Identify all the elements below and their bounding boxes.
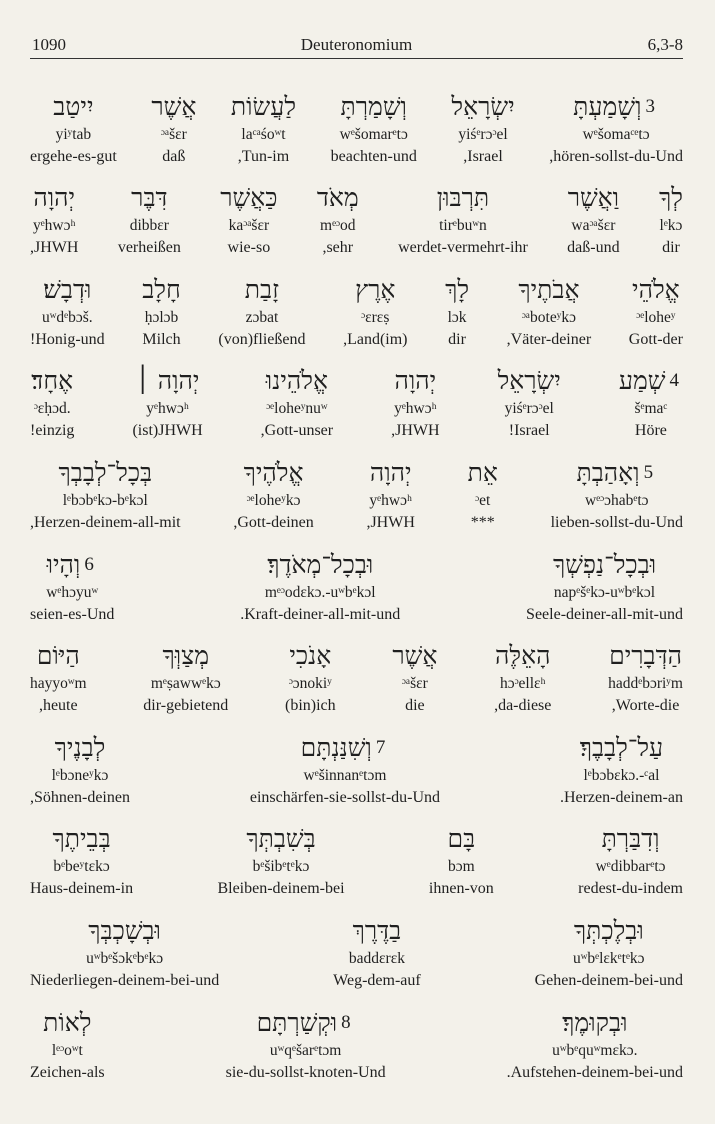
german-gloss: redest-du-indem xyxy=(578,880,683,898)
german-gloss: ,da-diese xyxy=(494,697,552,715)
hebrew-word: בַדֶּרֶךְ xyxy=(352,915,402,945)
word-unit xyxy=(30,547,114,626)
hebrew-word: אֶחָד׃ xyxy=(31,366,74,396)
german-gloss: ,JHWH xyxy=(366,513,415,531)
transliteration: uʷbᵉlɛkᵉtᵉkɔ xyxy=(573,949,645,967)
transliteration: ᵓᵉloheʸkɔ xyxy=(246,491,301,509)
transliteration: waᵓᵃšɛr xyxy=(571,217,616,235)
hebrew-word: אֱלֹהֶיךָ xyxy=(243,457,304,487)
word-unit xyxy=(285,638,336,717)
word-unit xyxy=(468,455,498,534)
hebrew-word: בָּם xyxy=(447,824,476,854)
interlinear-line xyxy=(30,809,683,901)
word-unit xyxy=(629,272,683,351)
german-gloss: verheißen xyxy=(117,239,181,257)
hebrew-word: דִּבֶּר xyxy=(131,183,168,213)
hebrew-word: לְךָ xyxy=(658,183,683,213)
word-unit xyxy=(218,272,305,351)
hebrew-word: בְּשִׁבְתְּךָ xyxy=(246,824,316,854)
hebrew-word: וּבְלֶכְתְּךָ xyxy=(573,915,644,945)
hebrew-word: אֲבֹתֶיךָ xyxy=(518,274,580,304)
german-gloss: Höre xyxy=(634,422,667,440)
interlinear-line xyxy=(30,351,683,443)
word-unit xyxy=(578,821,683,900)
german-gloss: sie-du-sollst-knoten-Und xyxy=(225,1063,386,1081)
word-unit xyxy=(451,89,514,168)
word-unit xyxy=(30,821,133,900)
hebrew-word: לְאוֹת xyxy=(43,1007,92,1037)
word-unit xyxy=(30,180,78,259)
german-gloss: Niederliegen-deinem-bei-und xyxy=(30,971,220,989)
transliteration: uʷdᵉbɔš. xyxy=(42,308,93,326)
word-unit xyxy=(331,89,417,168)
word-unit xyxy=(30,638,87,717)
hebrew-word: וַאֲשֶׁר xyxy=(567,183,620,213)
verse-number: 3 xyxy=(645,95,655,117)
page-header xyxy=(30,0,683,58)
word-unit xyxy=(391,363,439,442)
word-unit xyxy=(507,1005,683,1084)
interlinear-line xyxy=(30,717,683,809)
interlinear-text xyxy=(30,76,683,1084)
transliteration: ᵓᵃšɛr xyxy=(401,675,428,693)
word-unit xyxy=(608,638,683,717)
hebrew-word: לָךְ xyxy=(445,274,470,304)
hebrew-word: יְהוָה ׀ xyxy=(135,366,200,396)
word-unit xyxy=(226,1005,386,1084)
german-gloss: ,JHWH xyxy=(391,422,440,440)
transliteration: napᵉšᵉkɔ-uʷbᵉkɔl xyxy=(553,583,656,601)
hebrew-word: הַיּוֹם xyxy=(36,641,80,671)
transliteration: ᵓᵉloheʸnuʷ xyxy=(266,400,328,418)
hebrew-word: אֱלֹהֵי xyxy=(632,274,680,304)
word-unit xyxy=(333,913,421,992)
transliteration: mᵉᵓod xyxy=(320,217,356,235)
word-unit xyxy=(143,638,228,717)
transliteration: lᵉbɔbᵉkɔ-bᵉkɔl xyxy=(62,491,148,509)
hebrew-word: אֲשֶׁר xyxy=(151,91,197,121)
hebrew-word: וּקְשַׁרְתָּם xyxy=(256,1007,338,1037)
header-rule xyxy=(30,58,683,59)
transliteration: wᵉšinnanᵉtɔm xyxy=(303,766,387,784)
transliteration: kaᵓᵃšɛr xyxy=(228,217,270,235)
german-gloss: (bin)ich xyxy=(285,697,336,715)
transliteration: bɔm xyxy=(447,858,475,876)
word-unit xyxy=(250,730,440,809)
transliteration: uʷbᵉquʷmɛkɔ. xyxy=(552,1041,638,1059)
german-gloss: dir xyxy=(662,239,680,257)
german-gloss: Haus-deinem-in xyxy=(30,880,134,898)
transliteration: šᵉmaᶜ xyxy=(634,400,668,418)
word-unit xyxy=(445,272,469,351)
hebrew-word: וּבְכָל־מְאֹדֶךָ׃ xyxy=(267,549,374,579)
transliteration: ᵓɔnokiʸ xyxy=(288,675,332,693)
german-gloss: dir xyxy=(448,330,466,348)
german-gloss: !Israel xyxy=(508,422,550,440)
transliteration: wᵉšomarᵉtɔ xyxy=(339,125,408,143)
chapter-verse-reference: 6,3-8 xyxy=(647,35,683,54)
hebrew-word: עַל־לְבָבֶךָ׃ xyxy=(579,732,664,762)
german-gloss: Zeichen-als xyxy=(30,1063,105,1081)
german-gloss: .Herzen-deinem-an xyxy=(559,788,683,806)
german-gloss: einschärfen-sie-sollst-du-Und xyxy=(249,788,441,806)
word-unit xyxy=(317,180,359,259)
hebrew-word: הָאֵלֶּה xyxy=(495,641,551,671)
hebrew-word: בְּכָל־לְבָבְךָ xyxy=(58,457,153,487)
german-gloss: wie-so xyxy=(227,239,271,257)
word-unit xyxy=(233,455,313,534)
interlinear-line xyxy=(30,442,683,534)
transliteration: wᵉdibbarᵉtɔ xyxy=(595,858,666,876)
german-gloss: (von)fließend xyxy=(218,330,306,348)
word-unit xyxy=(507,272,592,351)
hebrew-word: וְשִׁנַּנְתָּם xyxy=(300,732,372,762)
transliteration: baddɛrɛk xyxy=(348,949,405,967)
transliteration: uʷqᵉšarᵉtɔm xyxy=(269,1041,342,1059)
hebrew-word: אֱלֹהֵינוּ xyxy=(265,366,328,396)
transliteration: mᵉṣawwᵉkɔ xyxy=(150,675,221,693)
german-gloss: Gehen-deinem-bei-und xyxy=(534,971,683,989)
verse-number: 7 xyxy=(375,736,386,758)
word-unit xyxy=(132,363,202,442)
hebrew-word: יְהוָה xyxy=(369,457,412,487)
german-gloss: Gott-der xyxy=(628,330,683,348)
interlinear-line xyxy=(30,168,683,260)
transliteration: ᵓᵃšɛr xyxy=(160,125,187,143)
hebrew-word: לַעֲשׂוֹת xyxy=(230,91,297,121)
transliteration: wᵉᵓɔhabᵉtɔ xyxy=(585,491,649,509)
verse-number: 6 xyxy=(84,553,94,575)
word-unit xyxy=(549,89,683,168)
transliteration: laᶜᵃśoʷt xyxy=(241,125,286,143)
hebrew-word: יִיטַב xyxy=(53,91,94,121)
interlinear-line xyxy=(30,259,683,351)
hebrew-word: וְאָהַבְתָּ xyxy=(576,457,640,487)
hebrew-word: וּבְכָל־נַפְשְׁךָ xyxy=(552,549,657,579)
german-gloss: ,Väter-deiner xyxy=(506,330,592,348)
german-gloss: ,Herzen-deinem-all-mit xyxy=(30,513,181,531)
transliteration: uʷbᵉšɔkᵉbᵉkɔ xyxy=(86,949,164,967)
word-unit xyxy=(30,455,181,534)
german-gloss: ,Gott-deinen xyxy=(233,513,314,531)
transliteration: lᵉkɔ xyxy=(659,217,683,235)
transliteration: ḥɔlɔb xyxy=(144,308,179,326)
word-unit xyxy=(619,363,683,442)
transliteration: mᵉᵓodɛkɔ.-uʷbᵉkɔl xyxy=(264,583,376,601)
hebrew-word: אֲשֶׁר xyxy=(392,641,438,671)
transliteration: lᵉbɔbɛkɔ.-ᶜal xyxy=(583,766,660,784)
word-unit xyxy=(429,821,494,900)
transliteration: wᵉhɔyuʷ xyxy=(46,583,99,601)
transliteration: ᵓᵃboteʸkɔ xyxy=(521,308,576,326)
german-gloss: ,JHWH xyxy=(30,239,79,257)
transliteration: tirᵉbuʷn xyxy=(439,217,487,235)
transliteration: yᵉhwɔʰ xyxy=(369,491,412,509)
german-gloss: Milch xyxy=(142,330,181,348)
transliteration: yiśᵉrɔᵓel xyxy=(504,400,554,418)
word-unit xyxy=(30,1005,105,1084)
transliteration: lᵉbɔneʸkɔ xyxy=(51,766,109,784)
hebrew-word: אֵת xyxy=(467,457,498,487)
word-unit xyxy=(494,638,551,717)
german-gloss: ,heute xyxy=(38,697,78,715)
transliteration: yiʸtab xyxy=(55,125,92,143)
interlinear-line xyxy=(30,626,683,718)
hebrew-word: יִשְׂרָאֵל xyxy=(451,91,515,121)
transliteration: hɔᵓellɛʰ xyxy=(499,675,546,693)
verse-number: 4 xyxy=(669,370,679,392)
german-gloss: daß xyxy=(162,147,186,165)
hebrew-word: יְהוָה xyxy=(394,366,437,396)
hebrew-word: וְשָׁמַעְתָּ xyxy=(573,91,642,121)
hebrew-word: תִּרְבּוּן xyxy=(436,183,490,213)
hebrew-word: יִשְׂרָאֵל xyxy=(497,366,561,396)
hebrew-word: כַּאֲשֶׁר xyxy=(220,183,278,213)
transliteration: bᵉbeʸtɛkɔ xyxy=(53,858,110,876)
hebrew-word: וְשָׁמַרְתָּ xyxy=(340,91,407,121)
german-gloss: ,Gott-unser xyxy=(260,422,334,440)
hebrew-word: בְּבֵיתֶךָ xyxy=(52,824,111,854)
word-unit xyxy=(118,180,181,259)
interlinear-line xyxy=(30,900,683,992)
hebrew-word: וּבְקוּמֶךָ׃ xyxy=(562,1007,628,1037)
hebrew-word: שְׁמַע xyxy=(618,366,666,396)
word-unit xyxy=(659,180,683,259)
german-gloss: daß-und xyxy=(567,239,620,257)
verse-number: 8 xyxy=(341,1011,351,1033)
hebrew-word: יְהוָה xyxy=(33,183,76,213)
page-number: 1090 xyxy=(32,35,66,54)
transliteration: bᵉšibᵉtᵉkɔ xyxy=(252,858,310,876)
word-unit xyxy=(526,547,683,626)
word-unit xyxy=(30,89,117,168)
word-unit xyxy=(151,89,196,168)
verse-number: 5 xyxy=(643,461,654,483)
hebrew-word: אָנֹכִי xyxy=(289,641,332,671)
hebrew-word: וְדִבַּרְתָּ xyxy=(601,824,660,854)
german-gloss: werdet-vermehrt-ihr xyxy=(398,239,528,257)
word-unit xyxy=(366,455,414,534)
hebrew-word: לְבָנֶיךָ xyxy=(54,732,106,762)
interlinear-line xyxy=(30,76,683,168)
german-gloss: .Kraft-deiner-all-mit-und xyxy=(240,605,401,623)
word-unit xyxy=(535,913,683,992)
hebrew-word: מְצַוְּךָ xyxy=(162,641,210,671)
transliteration: zɔbat xyxy=(245,308,279,326)
german-gloss: Weg-dem-auf xyxy=(333,971,421,989)
german-gloss: !Honig-und xyxy=(30,330,105,348)
german-gloss: ergehe-es-gut xyxy=(30,147,117,165)
german-gloss: ,Tun-im xyxy=(237,147,290,165)
german-gloss: ,Söhnen-deinen xyxy=(30,788,130,806)
hebrew-word: וְהָיוּ xyxy=(46,549,81,579)
hebrew-word: חָלָב xyxy=(142,274,181,304)
word-unit xyxy=(30,730,130,809)
transliteration: wᵉšomaᶜᵉtɔ xyxy=(582,125,650,143)
german-gloss: .Aufstehen-deinem-bei-und xyxy=(506,1063,683,1081)
interlinear-line xyxy=(30,992,683,1084)
transliteration: hayyoʷm xyxy=(30,675,87,693)
word-unit xyxy=(343,272,407,351)
german-gloss: ,Worte-die xyxy=(611,697,680,715)
book-title: Deuteronomium xyxy=(300,35,413,54)
hebrew-word: וּדְבָשׁ׃ xyxy=(43,274,92,304)
word-unit xyxy=(217,821,344,900)
german-gloss: ,Israel xyxy=(463,147,503,165)
word-unit xyxy=(392,638,437,717)
hebrew-word: אֶרֶץ xyxy=(355,274,396,304)
german-gloss: die xyxy=(405,697,425,715)
hebrew-word: הַדְּבָרִים xyxy=(609,641,682,671)
transliteration: yᵉhwɔʰ xyxy=(146,400,189,418)
word-unit xyxy=(30,272,105,351)
transliteration: yᵉhwɔʰ xyxy=(394,400,437,418)
word-unit xyxy=(398,180,528,259)
word-unit xyxy=(498,363,561,442)
hebrew-word: מְאֹד xyxy=(316,183,359,213)
word-unit xyxy=(142,272,181,351)
german-gloss: Seele-deiner-all-mit-und xyxy=(526,605,683,623)
interlinear-line xyxy=(30,534,683,626)
word-unit xyxy=(560,730,683,809)
german-gloss: ihnen-von xyxy=(428,880,494,898)
german-gloss: ,Land(im) xyxy=(343,330,408,348)
german-gloss: ,hören-sollst-du-Und xyxy=(549,147,683,165)
german-gloss: seien-es-Und xyxy=(30,605,115,623)
word-unit xyxy=(567,180,619,259)
transliteration: yᵉhwɔʰ xyxy=(32,217,76,235)
word-unit xyxy=(240,547,400,626)
transliteration: ᵓet xyxy=(475,491,491,509)
german-gloss: beachten-und xyxy=(330,147,417,165)
transliteration: lᵉᵓoʷt xyxy=(51,1041,83,1059)
word-unit xyxy=(551,455,683,534)
transliteration: lɔk xyxy=(447,308,467,326)
word-unit xyxy=(261,363,333,442)
word-unit xyxy=(231,89,296,168)
german-gloss: lieben-sollst-du-Und xyxy=(550,513,683,531)
hebrew-word: זָבַת xyxy=(244,274,280,304)
transliteration: haddᵉbɔriʸm xyxy=(608,675,683,693)
transliteration: ᵓᵉloheʸ xyxy=(636,308,676,326)
word-unit xyxy=(30,363,74,442)
german-gloss: *** xyxy=(470,513,495,531)
german-gloss: dir-gebietend xyxy=(143,697,229,715)
transliteration: dibbɛr xyxy=(129,217,169,235)
word-unit xyxy=(30,913,219,992)
hebrew-word: וּבְשָׁכְבְּךָ xyxy=(88,915,161,945)
german-gloss: Bleiben-deinem-bei xyxy=(217,880,345,898)
german-gloss: ,sehr xyxy=(322,239,354,257)
word-unit xyxy=(220,180,277,259)
transliteration: yiśᵉrɔᵓel xyxy=(458,125,508,143)
german-gloss: (ist)JHWH xyxy=(132,422,203,440)
transliteration: ᵓɛḥɔd. xyxy=(33,400,71,418)
german-gloss: !einzig xyxy=(30,422,75,440)
transliteration: ᵓɛrɛṣ xyxy=(361,308,390,326)
